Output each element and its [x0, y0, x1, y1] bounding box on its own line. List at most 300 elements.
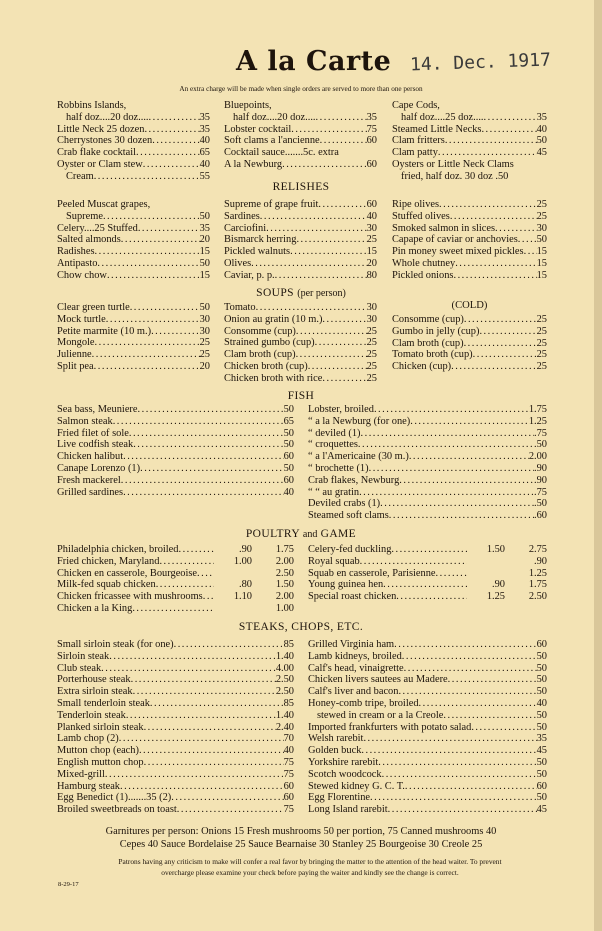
menu-item [57, 603, 294, 615]
dot-leader [471, 722, 536, 734]
footer-note [60, 857, 560, 878]
item-price: 50 [283, 404, 294, 415]
menu-item [392, 199, 547, 211]
item-name: Milk-fed squab chicken [57, 579, 156, 591]
item-price: 30 [199, 325, 210, 337]
item-name: Lamb kidneys, broiled [308, 650, 402, 662]
menu-item [57, 733, 294, 745]
item-price: 25 [366, 372, 377, 384]
menu-item [308, 639, 547, 651]
dot-leader [120, 781, 284, 793]
item-price: 55 [199, 170, 210, 182]
item-price: 15 [536, 257, 547, 269]
item-name: Antipasto [57, 257, 98, 269]
menu-item [57, 112, 210, 124]
dot-leader [95, 337, 200, 349]
item-price: 1.75 [528, 404, 547, 415]
menu-item [392, 159, 547, 171]
menu-item [308, 804, 547, 816]
dot-leader [282, 159, 367, 171]
item-name: Julienne [57, 349, 92, 361]
item-price: 1.25 [528, 415, 547, 427]
item-name: Chicken halibut [57, 451, 124, 463]
fish-column-1 [57, 404, 294, 498]
menu-item [308, 651, 547, 663]
menu-item [57, 710, 294, 722]
item-price: 50 [283, 427, 294, 439]
item-name: Cape Cods, [392, 100, 440, 111]
menu-item [392, 211, 547, 223]
dot-leader [445, 135, 537, 147]
dot-leader [103, 211, 200, 223]
dot-leader [144, 124, 199, 136]
item-price: 25 [366, 360, 377, 372]
item-name: Caviar, p. p. [224, 269, 275, 281]
dot-leader [359, 487, 534, 499]
steaks-heading: STEAKS, CHOPS, ETC. [238, 621, 364, 633]
menu-item [57, 159, 210, 171]
menu-item [392, 270, 547, 282]
poultry-column-1 [57, 544, 294, 615]
item-name: Bismarck herring [224, 234, 297, 246]
dot-leader [156, 579, 214, 591]
menu-item [57, 591, 294, 603]
dot-leader [451, 361, 536, 373]
item-price: 25 [366, 325, 377, 337]
item-price: 2.50 [275, 674, 294, 686]
dot-leader [322, 314, 366, 326]
item-price: .75 [534, 427, 547, 439]
menu-item [57, 792, 294, 804]
poultry-column-2 [308, 544, 547, 603]
item-price: 50 [536, 768, 547, 780]
dot-leader [308, 361, 367, 373]
footer-line-1: Patrons having any criticism to make will confer a real favor by bringing the matter to the attention of the head waiter. To prevent [118, 857, 502, 866]
item-price: 60 [283, 792, 294, 804]
dot-leader [123, 451, 284, 463]
dot-leader [197, 568, 214, 580]
item-name: Chicken a la King [57, 602, 133, 614]
item-name: Sardines [224, 210, 260, 222]
handwritten-date: 14. Dec. 1917 [409, 49, 552, 76]
poultry-heading-and: and [302, 529, 318, 540]
menu-item [57, 416, 294, 428]
item-name: Bluepoints, [224, 100, 272, 111]
menu-item [57, 199, 210, 211]
dot-leader [382, 769, 537, 781]
menu-item [57, 475, 294, 487]
item-name: Golden buck [308, 745, 362, 757]
menu-item [224, 223, 377, 235]
dot-leader [473, 349, 537, 361]
item-name: English mutton chop [57, 756, 144, 768]
dot-leader [402, 651, 537, 663]
item-price: 25 [536, 325, 547, 337]
item-name: Little Neck 25 dozen [57, 123, 145, 135]
menu-item [57, 302, 210, 314]
menu-item [57, 147, 210, 159]
item-name: Planked sirloin steak [57, 721, 144, 733]
menu-item [224, 159, 377, 171]
item-price: 15 [536, 269, 547, 281]
relishes-column-2 [224, 199, 377, 282]
item-price: 2.00 [275, 591, 294, 603]
dot-leader [450, 211, 537, 223]
menu-item [308, 463, 547, 475]
dot-leader [409, 451, 529, 463]
dot-leader [296, 349, 367, 361]
item-price: 1.50 [275, 579, 294, 591]
menu-item [224, 270, 377, 282]
item-name: Consomme (cup) [392, 314, 464, 325]
item-price: 1.25 [528, 567, 547, 579]
item-name: Chow chow [57, 269, 107, 281]
dot-leader [107, 270, 200, 282]
item-name: Tomato [224, 302, 256, 313]
menu-item [224, 199, 377, 211]
dot-leader [251, 258, 366, 270]
menu-item [57, 223, 210, 235]
menu-item [392, 135, 547, 147]
dot-leader [484, 112, 537, 124]
dot-leader [316, 112, 367, 124]
item-price: 1.75 [275, 544, 294, 555]
dot-leader [171, 792, 283, 804]
dot-leader [291, 124, 366, 136]
item-price: .90 [534, 474, 547, 486]
item-name: Lobster cocktail [224, 123, 292, 135]
item-name: Calf's liver and bacon [308, 686, 399, 698]
item-name: Long Island rarebit [308, 804, 388, 816]
item-price: 25 [536, 199, 547, 210]
dot-leader [129, 428, 284, 440]
menu-item [308, 544, 547, 556]
menu-item [57, 314, 210, 326]
menu-item [224, 246, 377, 258]
item-name: Mongole [57, 337, 95, 349]
dot-leader [363, 733, 536, 745]
oysters-column-3 [392, 100, 547, 183]
item-name: “ brochette (1) [308, 462, 369, 474]
item-price: 25 [536, 337, 547, 349]
item-price: .50 [534, 439, 547, 451]
item-name: Welsh rarebit [308, 733, 364, 745]
menu-item [308, 428, 547, 440]
item-price: 40 [283, 486, 294, 498]
item-name: Salted almonds [57, 234, 121, 246]
item-name: Clam patty [392, 147, 438, 159]
item-name: Broiled sweetbreads on toast [57, 804, 177, 816]
item-price: 75 [283, 756, 294, 768]
dot-leader [464, 314, 537, 326]
item-name: Olives [224, 257, 252, 269]
item-name: Tenderloin steak [57, 709, 126, 721]
item-price: 35 [366, 111, 377, 123]
dot-leader [524, 246, 537, 258]
item-name: A la Newburg [224, 158, 283, 170]
item-name: Grilled sardines [57, 486, 124, 498]
item-name: Grilled Virginia ham [308, 639, 395, 650]
menu-item [392, 258, 547, 270]
item-price: 2.00 [528, 451, 547, 463]
dot-leader [514, 159, 547, 171]
item-name: Chicken broth (cup) [224, 360, 308, 372]
menu-item [57, 451, 294, 463]
menu-item [57, 686, 294, 698]
oysters-column-2 [224, 100, 377, 171]
item-name: “ a l'Americaine (30 m.) [308, 451, 409, 463]
dot-leader [109, 651, 276, 663]
item-name: Cherrystones 30 dozen [57, 135, 153, 147]
item-price: 45 [536, 147, 547, 159]
item-price: 50 [536, 650, 547, 662]
menu-item [57, 674, 294, 686]
menu-item [392, 124, 547, 136]
item-price: 35 [536, 111, 547, 123]
half-price: 1.25 [486, 591, 505, 603]
menu-item [392, 361, 547, 373]
item-name: Capape of caviar or anchovies [392, 234, 518, 246]
dot-leader [440, 100, 547, 112]
soups-heading [0, 287, 602, 299]
menu-item [57, 487, 294, 499]
soups-heading-note: (per person) [297, 288, 346, 299]
menu-item [224, 361, 377, 373]
item-name: Supreme [66, 210, 103, 222]
item-name: Stuffed olives [392, 210, 450, 222]
item-price: .75 [534, 486, 547, 498]
item-name: Special roast chicken [308, 591, 397, 603]
dot-leader [130, 302, 200, 314]
item-price: 70 [283, 733, 294, 745]
item-price: 50 [283, 439, 294, 451]
dot-leader [101, 663, 276, 675]
dot-leader [290, 246, 367, 258]
item-price: 60 [366, 199, 377, 210]
dot-leader [391, 544, 467, 556]
item-price: 30 [366, 222, 377, 234]
dot-leader [439, 199, 537, 211]
poultry-heading-text: POULTRY [245, 528, 300, 540]
menu-item [224, 326, 377, 338]
menu-item [57, 100, 210, 112]
item-name: Cocktail sauce.......5c. extra [224, 147, 339, 159]
cold-soups-heading: (COLD) [451, 300, 488, 311]
item-name: Steamed soft clams [308, 510, 389, 522]
menu-item [57, 428, 294, 440]
dot-leader [203, 591, 214, 603]
item-price: 35 [536, 733, 547, 745]
item-name: Crab flake cocktail [57, 147, 137, 159]
menu-title: A la Carte [236, 46, 392, 77]
item-price: 40 [199, 158, 210, 170]
dot-leader [256, 302, 367, 314]
dot-leader [394, 639, 536, 651]
dot-leader [133, 686, 276, 698]
dot-leader [123, 487, 284, 499]
oysters-column-1 [57, 100, 210, 183]
dot-leader [396, 591, 467, 603]
dot-leader [320, 135, 367, 147]
half-price: .90 [239, 544, 252, 555]
menu-item [392, 147, 547, 159]
menu-item [308, 404, 547, 416]
menu-item [57, 698, 294, 710]
item-price: 50 [536, 756, 547, 768]
menu-item [308, 487, 547, 499]
item-price: 60 [283, 451, 294, 463]
item-price: 60 [536, 639, 547, 650]
item-name: Pin money sweet mixed pickles [392, 246, 524, 258]
menu-item [57, 211, 210, 223]
item-price: 25 [536, 314, 547, 325]
item-name: Royal squab [308, 555, 360, 567]
dot-leader [150, 199, 210, 211]
dot-leader [405, 781, 537, 793]
dot-leader [266, 223, 366, 235]
item-price: 50 [536, 686, 547, 698]
dot-leader [119, 733, 284, 745]
item-price: 50 [199, 210, 210, 222]
item-price: 35 [199, 123, 210, 135]
menu-item [57, 463, 294, 475]
item-name: Lobster, broiled [308, 404, 374, 415]
item-price: 45 [536, 804, 547, 816]
dot-leader [178, 544, 214, 556]
dot-leader [436, 568, 467, 580]
menu-item [57, 804, 294, 816]
item-price: 50 [536, 674, 547, 686]
item-name: Honey-comb tripe, broiled [308, 697, 419, 709]
dot-leader [92, 349, 200, 361]
item-name: Steamed Little Necks [392, 123, 482, 135]
dot-leader [389, 510, 534, 522]
menu-item [57, 270, 210, 282]
item-name: Small sirloin steak (for one) [57, 639, 174, 650]
menu-item [57, 544, 294, 556]
dot-leader [358, 439, 534, 451]
item-name: Mutton chop (each) [57, 745, 139, 757]
menu-item [308, 579, 547, 591]
item-price: 30 [366, 302, 377, 313]
item-price: 35 [199, 222, 210, 234]
item-name: Soft clams a l'ancienne [224, 135, 320, 147]
dot-leader [113, 416, 284, 428]
dot-leader [105, 769, 284, 781]
menu-item [224, 234, 377, 246]
menu-item [308, 781, 547, 793]
dot-leader [97, 258, 199, 270]
item-price: 15 [199, 269, 210, 281]
menu-item [308, 475, 547, 487]
item-name: Egg Benedict (1).......35 (2) [57, 792, 172, 804]
item-price: .60 [534, 510, 547, 522]
item-name: Clam fritters [392, 135, 445, 147]
game-heading-text: GAME [320, 528, 357, 540]
menu-item [57, 722, 294, 734]
item-price: 25 [366, 349, 377, 361]
item-price: 85 [283, 639, 294, 650]
dot-leader [370, 792, 537, 804]
item-name: Porterhouse steak [57, 674, 131, 686]
item-name: Supreme of grape fruit [224, 199, 319, 210]
item-price: 25 [199, 337, 210, 349]
item-price: 45 [536, 745, 547, 757]
item-name: Sea bass, Meuniere [57, 404, 138, 415]
soups-column-2 [224, 302, 377, 385]
dot-leader [150, 698, 284, 710]
item-name: Onion au gratin (10 m.) [224, 313, 323, 325]
garnitures-line-2: Cepes 40 Sauce Bordelaise 25 Sauce Bearnaise 30 Stanley 25 Bourgeoise 30 Creole 25 [119, 839, 483, 850]
dot-leader [151, 326, 200, 338]
menu-item [57, 135, 210, 147]
dot-leader [398, 686, 536, 698]
item-name: Oyster or Clam stew [57, 158, 143, 170]
fish-column-2 [308, 404, 547, 522]
menu-item [57, 781, 294, 793]
item-name: Oysters or Little Neck Clams [392, 158, 514, 170]
item-price: 85 [283, 697, 294, 709]
garnitures-line-1: Garnitures per person: Onions 15 Fresh mushrooms 50 per portion, 75 Canned mushrooms 40 [105, 826, 497, 837]
menu-item [308, 451, 547, 463]
fish-heading: FISH [287, 390, 315, 402]
dot-leader [419, 698, 537, 710]
dot-leader [138, 223, 200, 235]
menu-item [308, 686, 547, 698]
item-name: Egg Florentine [308, 792, 371, 804]
item-price: 80 [366, 269, 377, 281]
item-name: “ croquettes [308, 439, 358, 451]
half-price [467, 568, 505, 580]
item-price: 75 [366, 123, 377, 135]
item-name: fried, half doz. 30 doz .50 [401, 170, 509, 182]
item-name: Consomme (cup) [224, 325, 296, 337]
dot-leader [139, 745, 284, 757]
print-code: 8-29-17 [58, 881, 79, 888]
item-price: 2.50 [275, 567, 294, 579]
menu-item [392, 112, 547, 124]
item-price: 40 [536, 697, 547, 709]
menu-item [224, 112, 377, 124]
item-price: 60 [283, 474, 294, 486]
menu-item [308, 498, 547, 510]
menu-item [224, 135, 377, 147]
dot-leader [322, 373, 366, 385]
item-name: Celery....25 Stuffed [57, 222, 138, 234]
item-name: Philadelphia chicken, broiled [57, 544, 179, 555]
item-name: Live codfish steak [57, 439, 134, 451]
item-name: Crab flakes, Newburg [308, 474, 400, 486]
menu-item [57, 246, 210, 258]
dot-leader [296, 234, 366, 246]
item-price: 50 [199, 302, 210, 313]
menu-item [392, 349, 547, 361]
item-name: “ “ au gratin [308, 486, 360, 498]
item-name: Hamburg steak [57, 780, 121, 792]
item-price: 1.75 [528, 579, 547, 591]
dot-leader [318, 199, 366, 211]
item-price: 50 [536, 709, 547, 721]
item-name: Gumbo in jelly (cup) [392, 325, 480, 337]
menu-item [224, 147, 377, 159]
dot-leader [140, 463, 284, 475]
item-price: 60 [366, 158, 377, 170]
item-price: 50 [536, 792, 547, 804]
menu-item [57, 639, 294, 651]
menu-item [57, 579, 294, 591]
half-price [214, 568, 252, 580]
item-name: Peeled Muscat grapes, [57, 199, 151, 210]
